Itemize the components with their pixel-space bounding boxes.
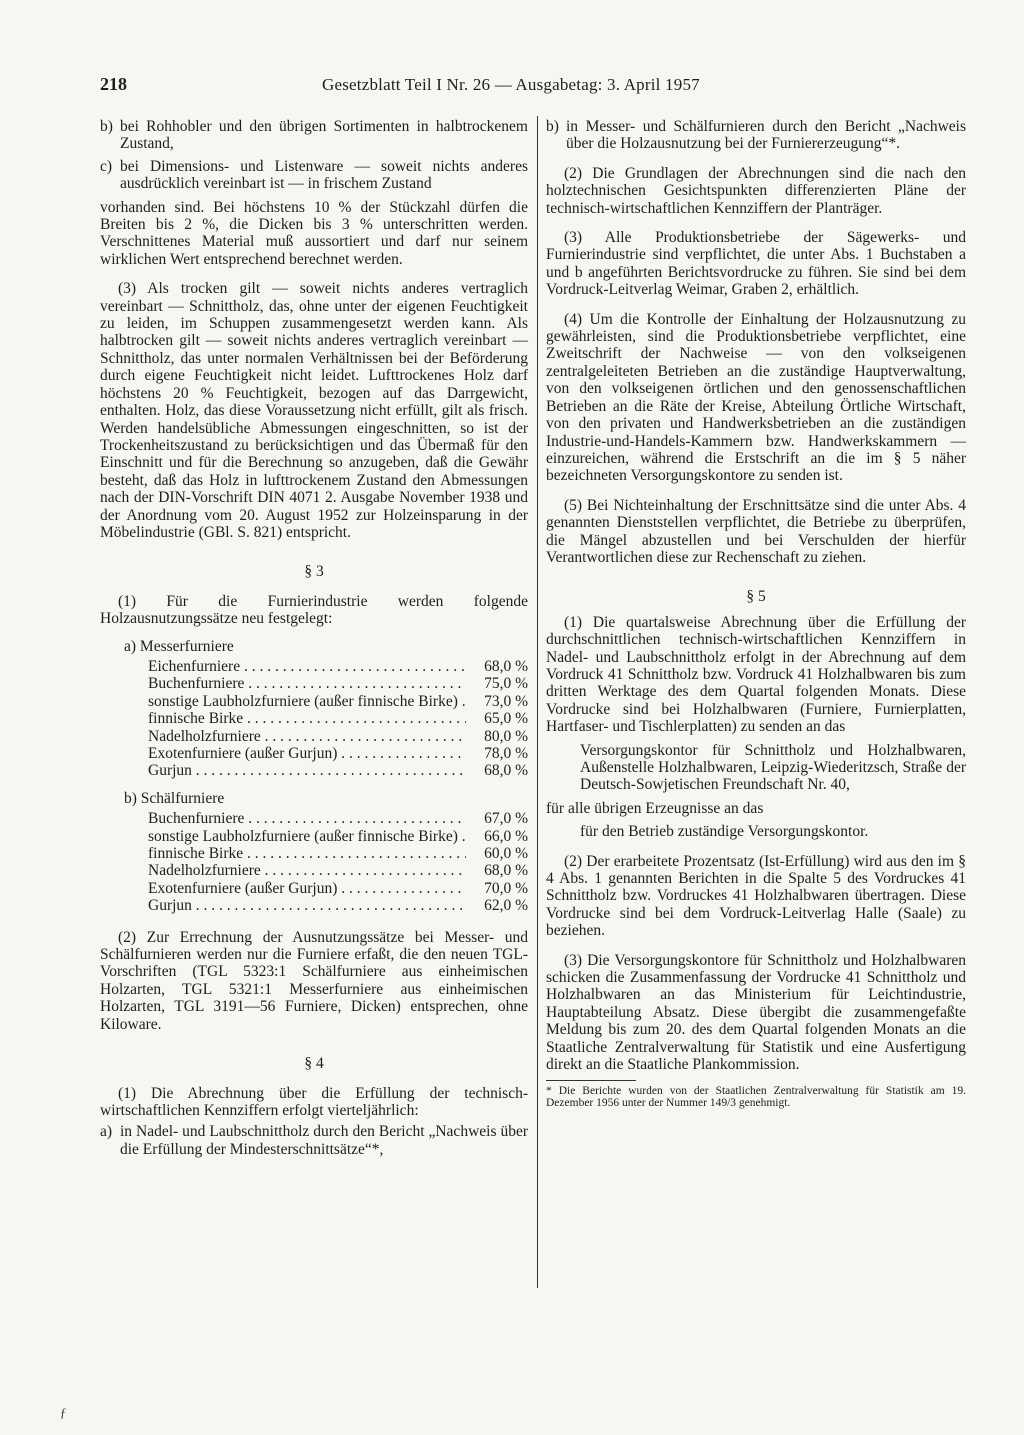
paragraph: für alle übrigen Erzeugnisse an das [546, 799, 764, 817]
table-heading: b) Schälfurniere [124, 789, 225, 807]
list-text: in Messer- und Schälfurnieren durch den Bericht „Nachweis über die Holzausnutzung bei der Furniererzeugung“*. [566, 118, 966, 153]
right-column [546, 118, 966, 1110]
table-row [148, 880, 528, 897]
table-cell-value: 70,0 % [484, 879, 528, 897]
list-text: bei Dimensions- und Listenware — soweit nichts anderes ausdrücklich vereinbart ist — in frischem Zustand [120, 157, 528, 193]
table-cell-name: finnische Birke . . . [148, 710, 466, 727]
section-heading: § 4 [304, 1055, 324, 1073]
paragraph: (3) Alle Produktionsbetriebe der Sägewerks- und Furnierindustrie sind verpflichtet, die unter Abs. 1 Buchstaben a und b angeführten Berichtsvordrucke zu führen. Sie sind bei dem Vordruck-Leitverlag Weimar, Graben 2, erhältlich. [546, 229, 966, 299]
list-item-c [100, 158, 528, 193]
footnote: * Die Berichte wurden von der Staatlichen Zentralverwaltung für Statistik am 19. Dezember 1956 unter der Nummer 149/3 genehmigt. [546, 1084, 966, 1109]
table-row [148, 728, 528, 745]
table-cell-name: Eichenfurniere . . . [148, 658, 466, 675]
paragraph: (1) Die Abrechnung über die Erfüllung der technisch-wirtschaftlichen Kennziffern erfolgt vierteljährlich: [100, 1084, 528, 1119]
list-item-a [100, 1123, 528, 1158]
footnote-rule [546, 1080, 636, 1081]
section-heading: § 3 [304, 563, 324, 581]
list-item-b [546, 118, 966, 153]
list-text: bei Rohhobler und den übrigen Sortimenten in halbtrockenem Zustand, [120, 118, 528, 153]
table-row [148, 762, 528, 779]
paragraph: (3) Als trocken gilt — soweit nichts anderes vertraglich vereinbart — Schnittholz, das, ohne unter der eigenen Feuchtigkeit zu leiden, im Schuppen zusammengesetzt werden kann. Als halbtrocken gilt — soweit nichts anderes vertraglich vereinbart — Schnittholz, das unter normalen Verhältnissen bei der Beförderung durch eigene Feuchtigkeit nicht leidet. Lufttrockenes Holz darf höchstens 20 % Feuchtigkeit, bezogen auf das Darrgewicht, enthalten. Holz, das diese Voraussetzung nicht erfüllt, gilt als frisch. Werden handelsübliche Abmessungen eingeschnitten, so ist der Trockenheitszustand zu berücksichtigen und das Übermaß für den Einschnitt und für die Berechnung so anzugeben, daß die Gewähr besteht, daß das Holz in lufttrockenem Zustand den Abmessungen nach der DIN-Vorschrift DIN 4071 2. Ausgabe November 1938 und der Anordnung vom 20. August 1952 zur Holzeinsparung in der Möbelindustrie (GBl. S. 821) entspricht. [100, 280, 528, 541]
paragraph: (1) Die quartalsweise Abrechnung über die Erfüllung der durchschnittlichen technisch-wirtschaftlichen Kennziffern in Nadel- und Laubschnittholz erfolgt in der Abrechnung auf dem Vordruck 41 Schnittholz bzw. Vordruck 41 Holzhalbwaren bis zum dritten Werktage des dem Quartal folgenden Monats. Diese Vordrucke sind bei Holzhalbwaren (Furniere, Furnierplatten, Hartfaser- und Tischlerplatten) zu senden an das [546, 613, 966, 736]
table-row [148, 675, 528, 692]
table-cell-value: 65,0 % [484, 710, 528, 728]
left-column [100, 118, 528, 1158]
table-row [148, 897, 528, 914]
section-heading: § 5 [746, 588, 766, 606]
page-header [100, 76, 760, 98]
paragraph: (1) Für die Furnierindustrie werden folgende Holzausnutzungssätze neu festgelegt: [100, 592, 528, 628]
paragraph: vorhanden sind. Bei höchstens 10 % der Stückzahl dürfen die Breiten bis 2 %, die Dicken bis 3 % unterschritten werden. Verschnittenes Material muß aussortiert und darf nur seinem wirklichen Wert entsprechend berechnet werden. [100, 198, 528, 268]
address-block: für den Betrieb zuständige Versorgungskontor. [580, 823, 869, 841]
margin-mark: ƒ [60, 1405, 67, 1420]
table-row [148, 862, 528, 879]
paragraph: (2) Der erarbeitete Prozentsatz (Ist-Erfüllung) wird aus den im § 4 Abs. 1 genannten Berichten in die Spalte 5 des Vordruckes 41 Schnittholz bzw. Vordruckes 41 Holzhalbwaren übertragen. Diese Vordrucke sind bei dem Vordruck-Leitverlag Halle (Saale) zu beziehen. [546, 852, 966, 940]
table-cell-name: finnische Birke . . . [148, 845, 466, 862]
table-cell-name: sonstige Laubholzfurniere (außer finnische Birke) . . . [148, 693, 466, 710]
list-text: in Nadel- und Laubschnittholz durch den Bericht „Nachweis über die Erfüllung der Mindesterschnittsätze“*, [120, 1123, 528, 1158]
table-cell-value: 73,0 % [484, 692, 528, 710]
rate-table-a [100, 658, 528, 780]
table-cell-name: Buchenfurniere . . . [148, 810, 466, 827]
address-block: Versorgungskontor für Schnittholz und Holzhalbwaren, Außenstelle Holzhalbwaren, Leipzig-Wiederitzsch, Straße der Deutsch-Sowjetischen Freundschaft Nr. 40, [580, 741, 966, 794]
table-cell-value: 75,0 % [484, 675, 528, 693]
table-cell-value: 60,0 % [484, 845, 528, 863]
table-cell-value: 68,0 % [484, 762, 528, 780]
table-row [148, 710, 528, 727]
list-label: b) [546, 118, 559, 135]
paragraph: (2) Die Grundlagen der Abrechnungen sind die nach den holztechnischen Gesichtspunkten differenzierten Pläne der technisch-wirtschaftlichen Kennziffern der Planträger. [546, 164, 966, 217]
paragraph: (2) Zur Errechnung der Ausnutzungssätze bei Messer- und Schälfurnieren werden nur die Furniere erfaßt, die den neuen TGL-Vorschriften (TGL 5323:1 Schälfurniere aus einheimischen Holzarten, TGL 5321:1 Messerfurniere aus einheimischen Holzarten, TGL 3191—56 Furniere, Dicken) entsprechen, ohne Kiloware. [100, 928, 528, 1033]
table-cell-value: 68,0 % [484, 657, 528, 675]
list-label: c) [100, 157, 113, 175]
table-cell-name: Nadelholzfurniere . . . [148, 728, 466, 745]
rate-table-b [100, 810, 528, 914]
table-cell-value: 67,0 % [484, 810, 528, 828]
table-row [148, 845, 528, 862]
table-heading: a) Messerfurniere [124, 637, 234, 655]
list-label: b) [100, 118, 113, 135]
table-row [148, 828, 528, 845]
table-row [148, 658, 528, 675]
table-cell-value: 66,0 % [484, 827, 528, 845]
table-cell-name: Buchenfurniere . . . [148, 675, 466, 692]
table-cell-name: Gurjun . . . [148, 897, 466, 914]
list-item-b [100, 118, 528, 153]
table-row [148, 810, 528, 827]
paragraph: (3) Die Versorgungskontore für Schnittholz und Holzhalbwaren schicken die Zusammenfassung der Vordrucke 41 Schnittholz und Holzhalbwaren an das Ministerium für Leichtindustrie, Hauptabteilung Absatz. Diese übergibt die zusammengefaßte Meldung bis zum 20. des dem Quartal folgenden Monats an die Staatliche Zentralverwaltung für Statistik und eine Ausfertigung direkt an die Staatliche Plankommission. [546, 951, 966, 1074]
header-title: Gesetzblatt Teil I Nr. 26 — Ausgabetag: 3. April 1957 [322, 75, 700, 94]
table-cell-name: sonstige Laubholzfurniere (außer finnische Birke) . . . [148, 828, 466, 845]
table-cell-value: 62,0 % [484, 897, 528, 915]
table-cell-name: Exotenfurniere (außer Gurjun) . . . [148, 880, 466, 897]
table-cell-value: 78,0 % [484, 745, 528, 762]
table-cell-name: Gurjun . . . [148, 762, 466, 779]
table-cell-value: 80,0 % [484, 727, 528, 745]
list-label: a) [100, 1123, 113, 1141]
paragraph: (5) Bei Nichteinhaltung der Erschnittsätze sind die unter Abs. 4 genannten Dienststellen verpflichtet, die Betriebe zu überprüfen, die Mängel abzustellen und bei Verschulden der hierfür Verantwortlichen diese zur Rechenschaft zu ziehen. [546, 496, 966, 566]
table-cell-name: Nadelholzfurniere . . . [148, 862, 466, 879]
table-row [148, 693, 528, 710]
page-number: 218 [100, 74, 127, 94]
table-row [148, 745, 528, 762]
paragraph: (4) Um die Kontrolle der Einhaltung der Holzausnutzung zu gewährleisten, sind die Produktionsbetriebe verpflichtet, eine Zweitschrift der Nachweise — von den volkseigenen zentralgeleiteten Betrieben an die zuständige Hauptverwaltung, von den volkseigenen örtlichen und den genossenschaftlichen Betrieben an die Räte der Kreise, Abteilung Örtliche Wirtschaft, von den privaten und Handwerksbetrieben an die zuständigen Industrie-und-Handels-Kammern bzw. Handwerkskammern — einzureichen, während die Erstschrift an die im § 5 näher bezeichneten Versorgungskontore zu senden ist. [546, 310, 966, 485]
table-cell-name: Exotenfurniere (außer Gurjun) . . . [148, 745, 466, 762]
table-cell-value: 68,0 % [484, 862, 528, 880]
column-divider [537, 116, 538, 1288]
